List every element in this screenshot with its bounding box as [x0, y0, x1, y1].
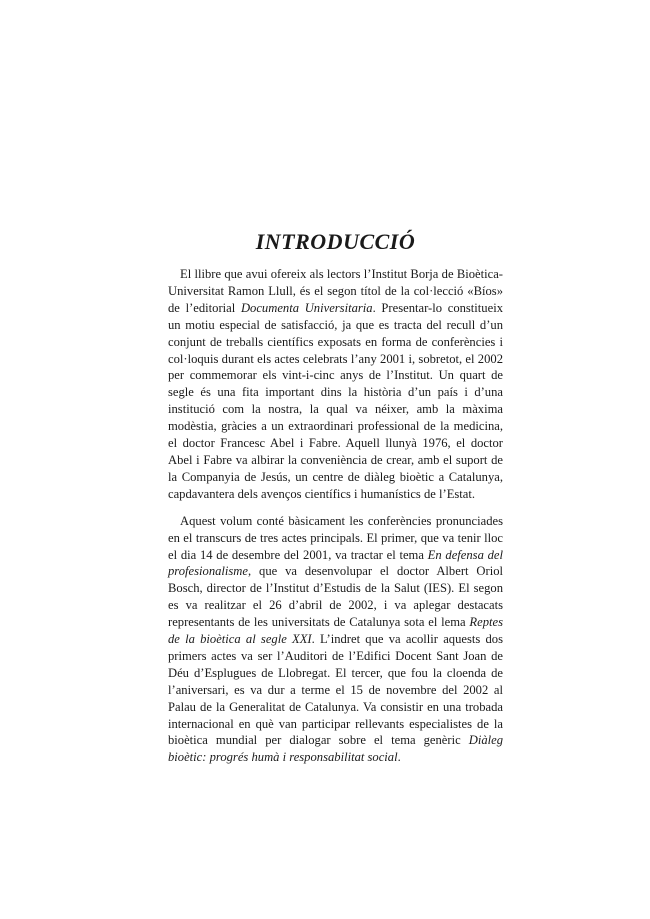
paragraph-2-run: .: [397, 750, 401, 765]
paragraph-2-run: Aquest volum conté bàsicament les conferències pronunciades en el transcurs de tres actes principals. El primer, que va tenir lloc el dia 14 de desembre del 2001, va tractar el tema: [168, 513, 503, 562]
paragraph-1-italic-run: Documenta Universitaria: [240, 300, 373, 315]
paragraph-2-italic-run: En defensa del profesionalisme: [168, 547, 503, 579]
page-title: INTRODUCCIÓ: [255, 229, 416, 254]
paragraph-2-run: . L’indret que va acollir aquests dos primers actes va ser l’Auditori de l’Edifici Docent Sant Joan de Déu d’Esplugues de Llobregat. El tercer, que fou la cloenda de l’aniversari, es va dur a terme el 15 de novembre del 2002 al Palau de la Generalitat de Catalunya. Va consistir en una trobada internacional en què van participar rellevants especialistes de la bioètica mundial per dialogar sobre el tema genèric: [168, 632, 503, 748]
paragraph-1-run: El llibre que avui ofereix als lectors l’Institut Borja de Bioètica-Universitat Ramon Llull, és el segon títol de la col·lecció «Bíos» de l’editorial: [168, 267, 503, 315]
paragraph-2-italic-run: Reptes de la bioètica al segle XXI: [168, 615, 503, 647]
document-page: [168, 228, 503, 766]
paragraph-2-run: , que va desenvolupar el doctor Albert Oriol Bosch, director de l’Institut d’Estudis de la Salut (IES). El segon es va realitzar el 26 d’abril de 2002, i va aplegar destacats representants de les universitats de Catalunya sota el lema: [168, 564, 503, 630]
paragraph-2: [168, 513, 503, 767]
paragraph-2-italic-run: Diàleg bioètic: progrés humà i responsabilitat social: [168, 733, 503, 765]
paragraph-1: [168, 266, 503, 503]
paragraph-1-run: . Presentar-lo constitueix un motiu especial de satisfacció, ja que es tracta del recull d’un conjunt de treballs científics exposats en forma de conferències i col·loquis durant els actes celebrats l’any 2001 i, sobretot, el 2002 per commemorar els vint-i-cinc anys de l’Institut. Un quart de segle és una fita important dins la història d’un país i d’una institució com la nostra, la qual va néixer, amb la màxima modèstia, gràcies a un extraordinari professional de la medicina, el doctor Francesc Abel i Fabre. Aquell llunyà 1976, el doctor Abel i Fabre va albirar la conveniència de crear, amb el suport de la Companyia de Jesús, un centre de diàleg bioètic a Catalunya, capdavantera dels avenços científics i humanístics de l’Estat.: [168, 300, 503, 501]
